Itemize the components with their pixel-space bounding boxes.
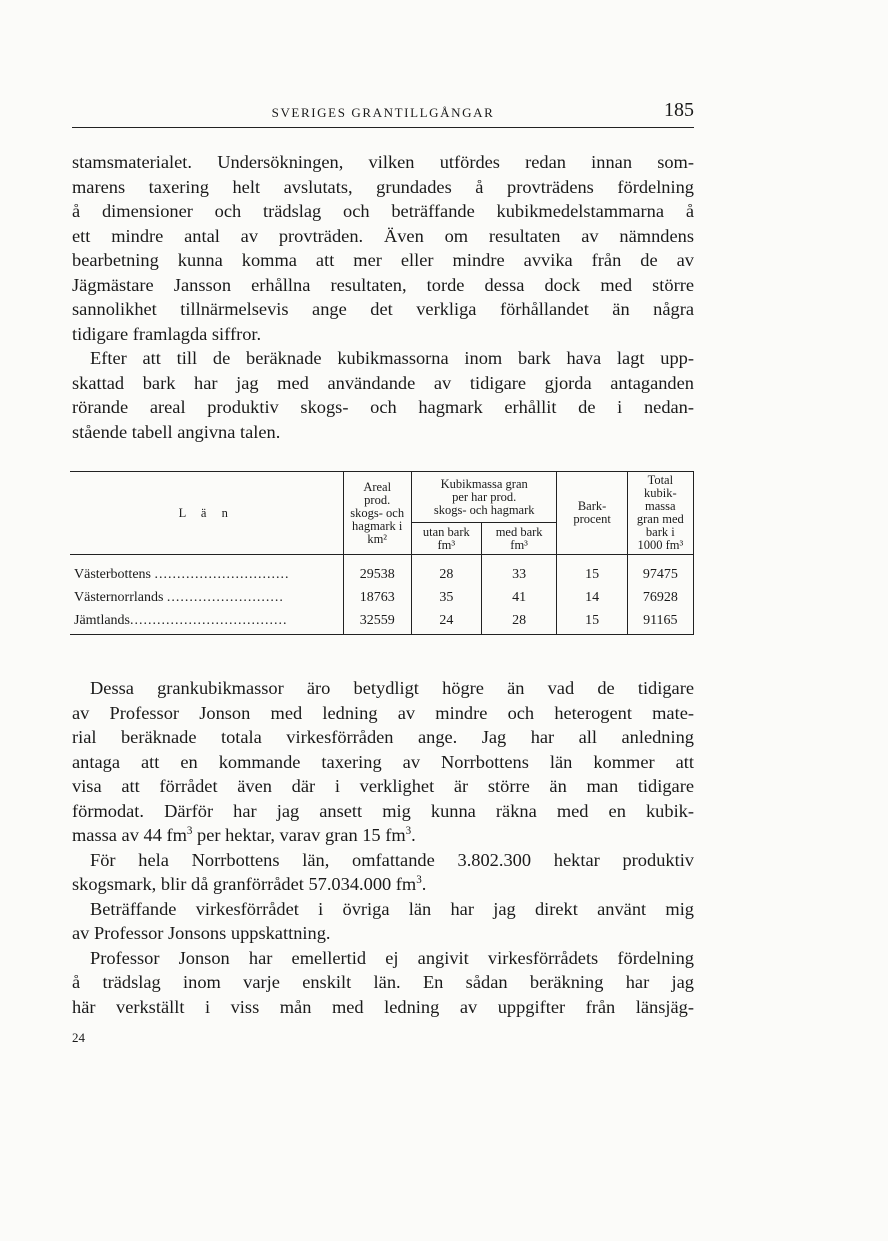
header-line: fm³ — [510, 537, 528, 552]
text-line: av Professor Jonson med ledning av mindre och heterogent mate- — [72, 702, 694, 723]
header-line: hagmark i — [352, 518, 403, 533]
text-line: förmodat. Därför har jag ansett mig kunna räkna med en kubik- — [72, 800, 694, 821]
text-line: antaga att en kommande taxering av Norrbottens län kommer att — [72, 751, 694, 772]
header-line: utan bark — [422, 524, 470, 539]
header-line: procent — [573, 512, 611, 526]
table-row — [70, 555, 694, 587]
text-line — [72, 823, 694, 848]
text-fragment: massa av 44 fm — [72, 825, 187, 845]
cell-total: 76928 — [627, 586, 693, 609]
paragraph-2 — [72, 346, 694, 444]
cell-utan-bark: 35 — [411, 586, 481, 609]
header-line: 1000 fm³ — [637, 538, 684, 552]
text-line: rial beräknade totala virkesförråden ange. Jag har all anledning — [72, 727, 694, 747]
text-line: För hela Norrbottens län, omfattande 3.802.300 hektar produktiv — [90, 849, 694, 870]
page-number: 185 — [664, 99, 694, 121]
header-line: Bark- — [577, 499, 607, 513]
leader-dots: .......................... — [166, 589, 284, 605]
header-lan: L ä n — [178, 505, 234, 520]
text-line: marens taxering helt avslutats, grundades å provträdens fördelning — [72, 176, 694, 197]
text-line: stående tabell angivna talen. — [72, 421, 281, 442]
text-block-top — [72, 150, 694, 444]
text-line: visa att förrådet även där i verklighet är större än man tidigare — [72, 776, 694, 796]
header-line: km² — [367, 531, 388, 546]
paragraph-3 — [72, 676, 694, 848]
text-line: ett mindre antal av provträden. Även om resultaten av nämndens — [72, 225, 694, 246]
volume-table — [70, 471, 694, 635]
leader-dots: .............................. — [154, 566, 290, 582]
header-med-bark — [481, 523, 557, 555]
cell-utan-bark: 28 — [411, 555, 481, 587]
cell-areal: 29538 — [343, 555, 411, 587]
paragraph-6 — [72, 946, 694, 1020]
header-line: gran med — [636, 512, 684, 526]
table-row — [70, 609, 694, 635]
text-line: å trädslag inom varje enskilt län. En sådan beräkning har jag — [72, 972, 694, 992]
cell-areal: 18763 — [343, 586, 411, 609]
header-line: prod. — [364, 492, 391, 507]
cell-barkprocent: 14 — [557, 586, 627, 609]
header-areal — [343, 472, 411, 555]
cell-total: 91165 — [627, 609, 693, 635]
text-line: bearbetning kunna komma att mer eller mindre avvika från de av — [72, 250, 694, 270]
cell-med-bark: 28 — [481, 609, 557, 635]
table-row — [70, 586, 694, 609]
text-block-bottom — [72, 676, 694, 1019]
header-line: Areal — [363, 479, 392, 494]
paragraph-5 — [72, 897, 694, 946]
header-line: skogs- och — [350, 505, 405, 520]
text-line: sannolikhet tillnärmelsevis ange det verkliga förhållandet än några — [72, 299, 694, 319]
superscript: 3 — [405, 824, 412, 837]
text-line: stamsmaterialet. Undersökningen, vilken utfördes redan innan som- — [72, 152, 694, 172]
cell-barkprocent: 15 — [557, 609, 627, 635]
superscript: 3 — [186, 824, 193, 837]
cell-lan — [70, 609, 343, 635]
text-line: å dimensioner och trädslag och beträffande kubikmedelstammarna å — [72, 201, 694, 221]
paragraph-4 — [72, 848, 694, 897]
header-line: Kubikmassa gran — [440, 476, 528, 491]
paragraph-1 — [72, 150, 694, 346]
text-line: skattad bark har jag med användande av tidigare gjorda antaganden — [72, 372, 694, 393]
text-fragment: skogsmark, blir då granförrådet 57.034.000 fm — [72, 874, 417, 894]
text-line: här verkställt i viss mån med ledning av uppgifter från länsjäg- — [72, 996, 694, 1017]
header-kubikmassa-group — [411, 472, 557, 523]
header-line: kubik- — [644, 486, 677, 500]
header-total — [627, 472, 693, 555]
header-line: skogs- och hagmark — [433, 502, 535, 517]
header-line: massa — [645, 499, 676, 513]
header-line: per har prod. — [452, 489, 517, 504]
running-title: SVERIGES GRANTILLGÅNGAR — [271, 105, 495, 120]
text-fragment: . — [421, 874, 427, 894]
cell-barkprocent: 15 — [557, 555, 627, 587]
text-line: av Professor Jonsons uppskattning. — [72, 923, 331, 943]
cell-areal: 32559 — [343, 609, 411, 635]
county-name: Västernorrlands — [74, 589, 164, 605]
text-fragment: . — [411, 825, 416, 845]
header-line: bark i — [645, 525, 675, 539]
text-line: tidigare framlagda siffror. — [72, 323, 262, 344]
header-line: fm³ — [437, 537, 456, 552]
leader-dots: ................................... — [130, 612, 288, 628]
page-header — [72, 99, 694, 128]
cell-utan-bark: 24 — [411, 609, 481, 635]
signature-mark: 24 — [72, 1030, 85, 1045]
header-barkprocent — [557, 472, 627, 555]
cell-lan — [70, 586, 343, 609]
text-line: Dessa grankubikmassor äro betydligt högre än vad de tidigare — [90, 678, 694, 698]
text-line: Efter att till de beräknade kubikmassorna inom bark hava lagt upp- — [90, 348, 694, 368]
header-utan-bark — [411, 523, 481, 555]
cell-med-bark: 33 — [481, 555, 557, 587]
county-name: Västerbottens — [74, 566, 151, 582]
cell-total: 97475 — [627, 555, 693, 587]
cell-med-bark: 41 — [481, 586, 557, 609]
header-line: med bark — [495, 524, 543, 539]
county-name: Jämtlands — [74, 612, 130, 628]
text-line: Beträffande virkesförrådet i övriga län har jag direkt använt mig — [90, 898, 694, 919]
superscript: 3 — [416, 873, 422, 886]
cell-lan — [70, 555, 343, 587]
text-line: rörande areal produktiv skogs- och hagmark erhållit de i nedan- — [72, 397, 694, 417]
text-line: Jägmästare Jansson erhållna resultaten, torde dessa dock med större — [72, 274, 694, 295]
header-line: Total — [647, 473, 674, 487]
data-table — [70, 471, 694, 635]
text-line — [72, 872, 694, 897]
text-line: Professor Jonson har emellertid ej angivit virkesförrådets fördelning — [90, 947, 694, 968]
text-fragment: per hektar, varav gran 15 fm — [192, 825, 406, 845]
